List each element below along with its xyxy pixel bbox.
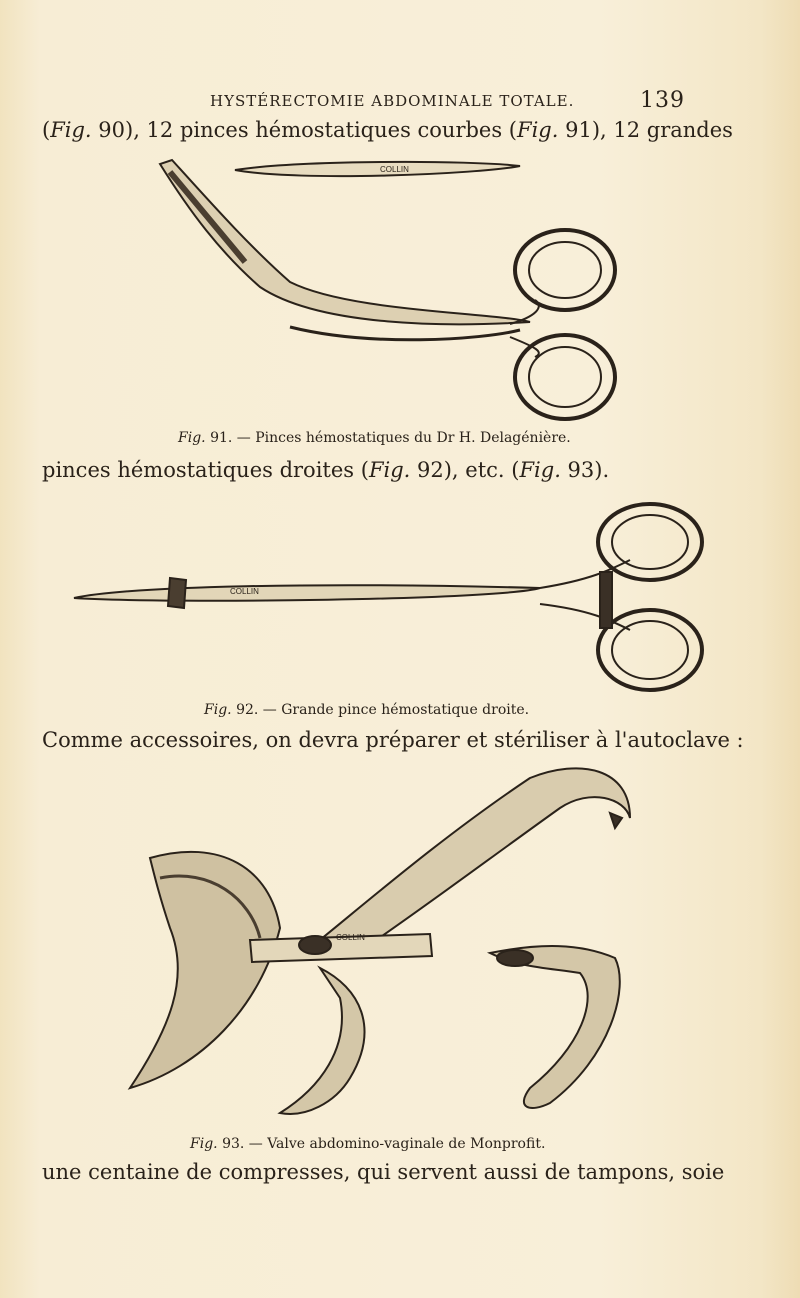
figure-92-caption: Fig. 92. — Grande pince hémostatique droite. (204, 702, 530, 718)
fig91-engraving: COLLIN (380, 165, 409, 174)
body-line-2: pinces hémostatiques droites (Fig. 92), etc. (Fig. 93). (42, 458, 610, 482)
body-line-3: Comme accessoires, on devra préparer et stériliser à l'autoclave : (42, 728, 744, 752)
figure-93-valve (110, 758, 650, 1130)
figure-93-caption: Fig. 93. — Valve abdomino-vaginale de Monprofit. (190, 1136, 546, 1152)
figure-91-curved-forceps (150, 152, 630, 424)
fig93-engraving: COLLIN (336, 933, 365, 942)
body-line-1: (Fig. 90), 12 pinces hémostatiques courbes (Fig. 91), 12 grandes (42, 118, 733, 142)
figure-91-caption: Fig. 91. — Pinces hémostatiques du Dr H. Delagénière. (178, 430, 571, 446)
page-number: 139 (640, 88, 685, 113)
header-title: HYSTÉRECTOMIE ABDOMINALE TOTALE. (210, 92, 575, 110)
running-header (210, 88, 730, 114)
body-line-4: une centaine de compresses, qui servent aussi de tampons, soie (42, 1160, 725, 1184)
figure-92-straight-forceps (70, 500, 730, 696)
fig92-engraving: COLLIN (230, 587, 259, 596)
